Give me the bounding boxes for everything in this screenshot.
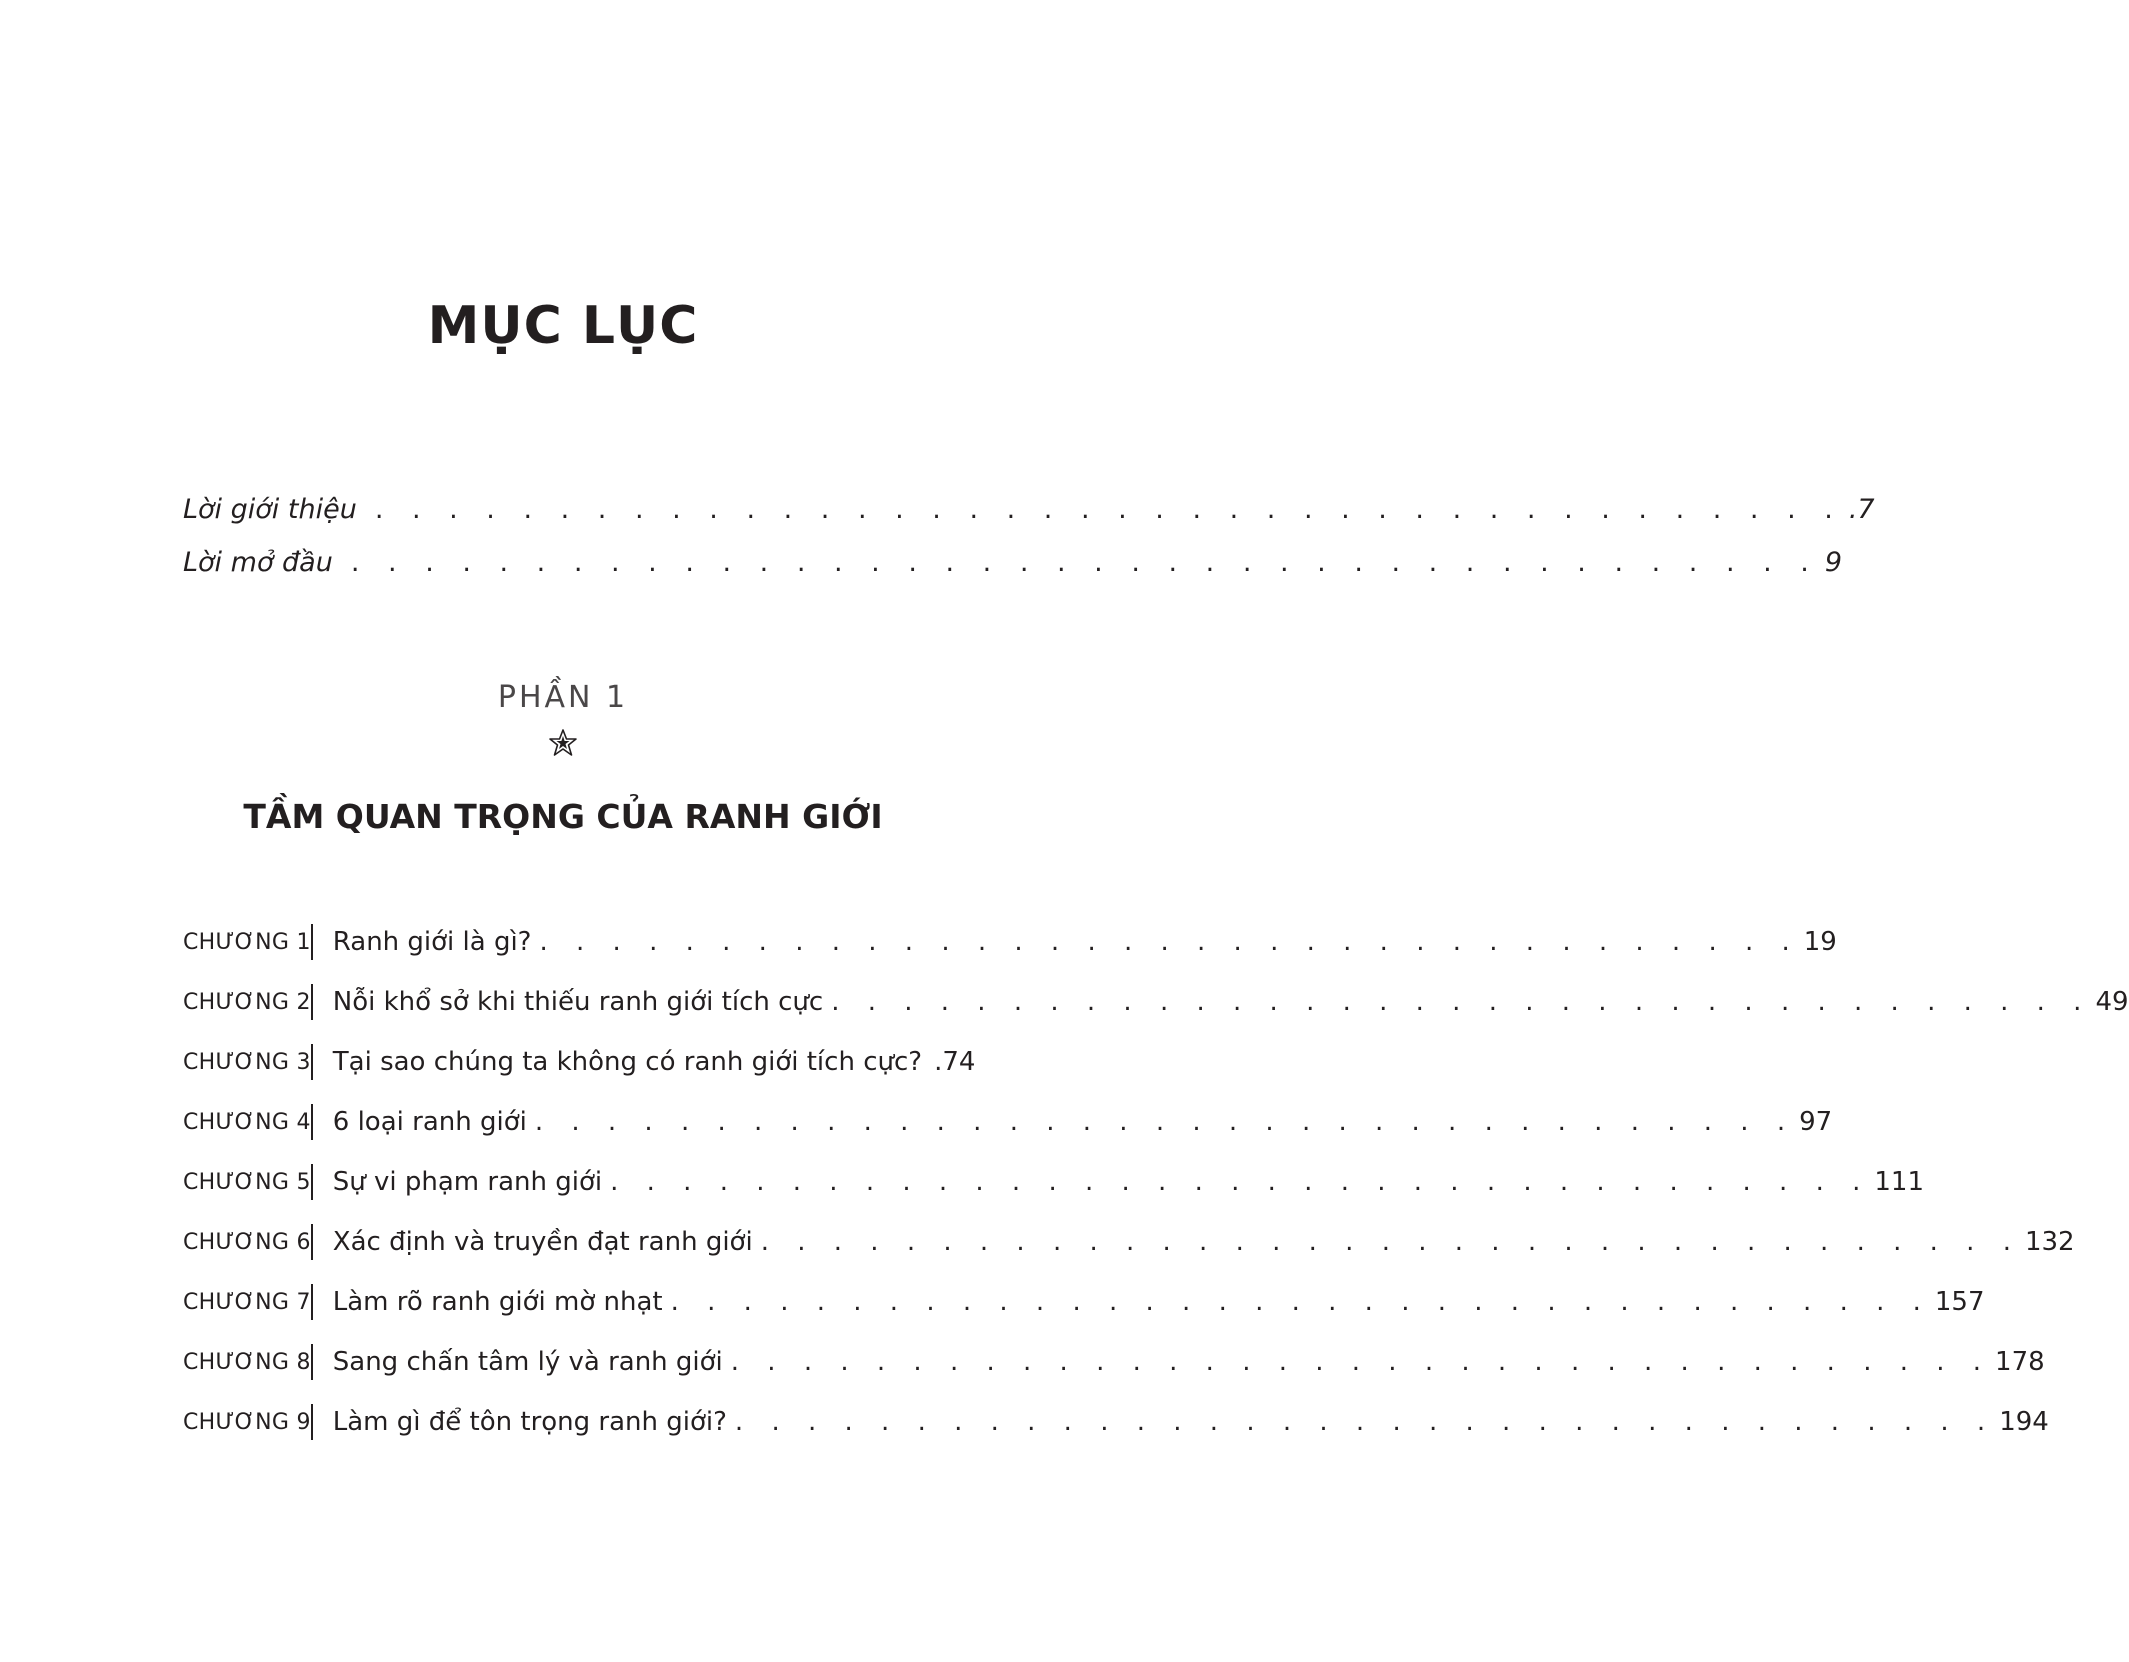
dot-leader: . . . . . . . . . . . . . . . . . . . . . . . . . . . . . . . . . . . (539, 927, 1800, 957)
dot-leader: . . . . . . . . . . . . . . . . . . . . . . . . . . . . . . . . . . . (734, 1407, 1996, 1437)
chapter-title: Ranh giới là gì? (332, 927, 532, 957)
chapter-page: 194 (1999, 1407, 2049, 1437)
intro-entry-page: 9 (1824, 547, 1843, 578)
chapter-title: Tại sao chúng ta không có ranh giới tích cực? (332, 1047, 923, 1077)
chapter-divider (311, 1404, 313, 1440)
dot-leader: . . . . . . . . . . . . . . . . . . . . . . . . . . . . . . . . . . . . . . . . (350, 547, 1819, 578)
chapter-label: CHƯƠNG 9 (183, 1409, 311, 1435)
chapter-page: 49 (2095, 987, 2129, 1017)
toc-preface-entry[interactable] (183, 547, 1843, 587)
chapter-divider (311, 1284, 313, 1320)
chapter-title: Làm rõ ranh giới mờ nhạt (332, 1287, 663, 1317)
chapter-divider (311, 1164, 313, 1200)
chapter-divider (311, 1224, 313, 1260)
toc-intro-entry[interactable] (183, 494, 1875, 534)
chapter-title: Làm gì để tôn trọng ranh giới? (332, 1407, 727, 1437)
chapter-entry-6[interactable] (183, 1212, 2075, 1272)
chapter-entry-8[interactable] (183, 1332, 2045, 1392)
chapter-divider (311, 924, 313, 960)
chapter-page: 97 (1799, 1107, 1833, 1137)
chapter-entry-4[interactable] (183, 1092, 1833, 1152)
chapter-page: 157 (1934, 1287, 1985, 1317)
chapter-entry-5[interactable] (183, 1152, 1925, 1212)
chapter-label: CHƯƠNG 6 (183, 1229, 311, 1255)
part-label: PHẦN 1 (497, 680, 629, 715)
chapter-divider (311, 1044, 313, 1080)
chapter-divider (311, 1104, 313, 1140)
chapter-label: CHƯƠNG 4 (183, 1109, 311, 1135)
chapter-entry-2[interactable] (183, 972, 2129, 1032)
chapter-label: CHƯƠNG 1 (183, 929, 311, 955)
dot-leader: . . . . . . . . . . . . . . . . . . . . . . . . . . . . . . . . . . . (730, 1347, 1992, 1377)
dot-leader: . . . . . . . . . . . . . . . . . . . . . . . . . . . . . . . . . . . (670, 1287, 1931, 1317)
star-ornament-icon (546, 727, 580, 761)
page-title: MỤC LỤC (427, 296, 699, 356)
chapter-page: 19 (1803, 927, 1837, 957)
chapter-page: .74 (934, 1047, 976, 1077)
chapter-title: Xác định và truyền đạt ranh giới (332, 1227, 753, 1257)
chapter-title: Sự vi phạm ranh giới (332, 1167, 603, 1197)
chapter-entry-7[interactable] (183, 1272, 1985, 1332)
chapter-entry-1[interactable] (183, 912, 1837, 972)
intro-entry-page: .7 (1848, 494, 1875, 525)
dot-leader: . . . . . . . . . . . . . . . . . . . . . . . . . . . . . . . . . . . (534, 1107, 1796, 1137)
intro-entry-label: Lời giới thiệu (183, 494, 357, 525)
chapter-title: Sang chấn tâm lý và ranh giới (332, 1347, 723, 1377)
chapter-divider (311, 984, 313, 1020)
chapter-label: CHƯƠNG 7 (183, 1289, 311, 1315)
intro-entry-label: Lời mở đầu (183, 547, 333, 578)
chapter-label: CHƯƠNG 8 (183, 1349, 311, 1375)
chapter-entry-3[interactable] (183, 1032, 976, 1092)
chapter-title: 6 loại ranh giới (332, 1107, 527, 1137)
chapter-label: CHƯƠNG 3 (183, 1049, 311, 1075)
chapter-divider (311, 1344, 313, 1380)
chapter-page: 178 (1995, 1347, 2045, 1377)
chapter-label: CHƯƠNG 5 (183, 1169, 311, 1195)
dot-leader: . . . . . . . . . . . . . . . . . . . . . . . . . . . . . . . . . . . (610, 1167, 1871, 1197)
chapter-label: CHƯƠNG 2 (183, 989, 311, 1015)
part-title: TẦM QUAN TRỌNG CỦA RANH GIỚI (243, 797, 883, 836)
dot-leader: . . . . . . . . . . . . . . . . . . . . . . . . . . . . . . . . . . . . . . . . (374, 494, 1843, 525)
dot-leader: . . . . . . . . . . . . . . . . . . . . . . . . . . . . . . . . . . . (831, 987, 2092, 1017)
chapter-list (183, 912, 2129, 1452)
chapter-entry-9[interactable] (183, 1392, 2049, 1452)
dot-leader: . . . . . . . . . . . . . . . . . . . . . . . . . . . . . . . . . . . (760, 1227, 2021, 1257)
chapter-page: 111 (1874, 1167, 1925, 1197)
chapter-page: 132 (2024, 1227, 2075, 1257)
chapter-title: Nỗi khổ sở khi thiếu ranh giới tích cực (332, 987, 824, 1017)
